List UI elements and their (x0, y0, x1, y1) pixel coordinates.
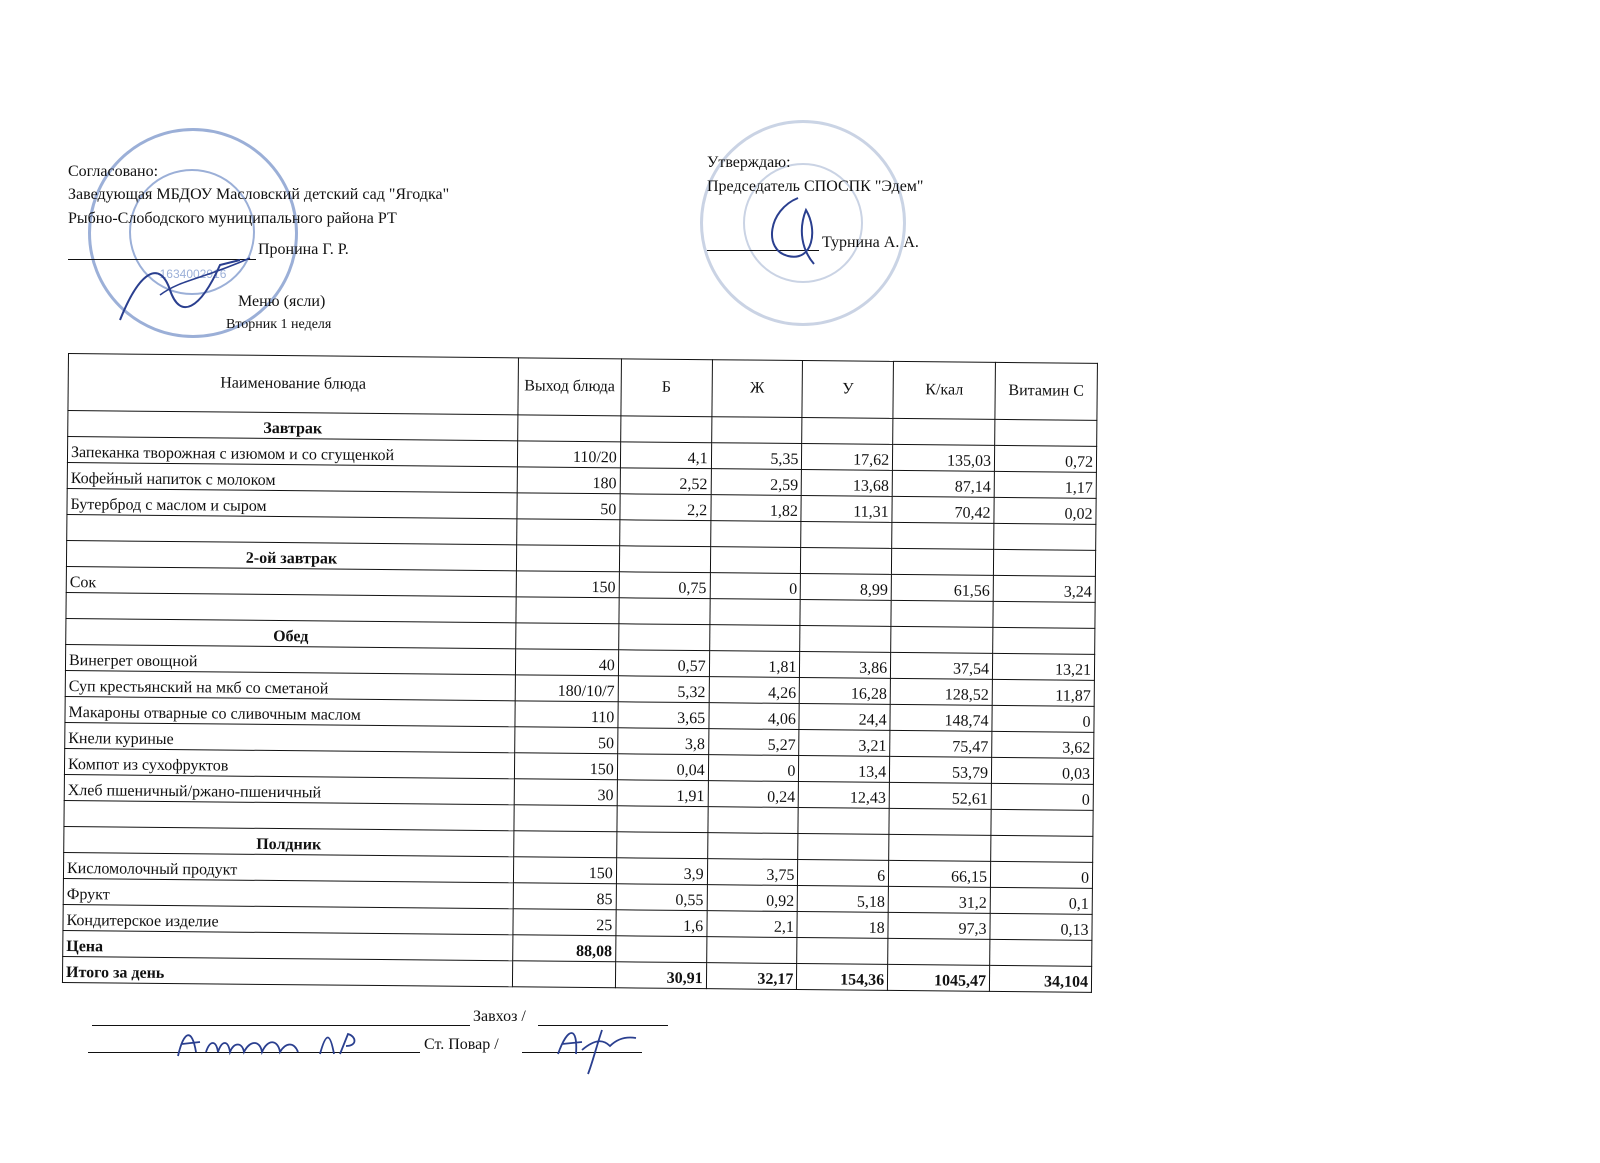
protein-cell: 0,55 (616, 884, 707, 911)
fat-cell (710, 521, 801, 548)
output-cell: 88,08 (513, 935, 616, 962)
vitamin-c-cell (993, 627, 1095, 654)
fat-cell: 2,59 (711, 469, 802, 496)
right-signature (758, 190, 838, 270)
output-cell: 85 (513, 883, 616, 910)
carbs-cell: 24,4 (799, 704, 890, 731)
carbs-cell: 16,28 (800, 678, 891, 705)
cook-name-signature (170, 1022, 380, 1062)
vitamin-c-cell (993, 549, 1095, 576)
fat-cell (710, 599, 801, 626)
protein-cell: 2,52 (620, 468, 711, 495)
kcal-cell (889, 808, 991, 835)
menu-day: Вторник 1 неделя (226, 317, 332, 332)
carbs-cell (801, 548, 892, 575)
dish-name-cell: Обед (66, 618, 516, 648)
agreed-label: Согласовано: (68, 163, 159, 180)
fat-cell: 5,27 (708, 729, 799, 756)
protein-cell: 0,04 (617, 754, 708, 781)
carbs-cell: 17,62 (802, 444, 893, 471)
table-header-row (68, 354, 1097, 421)
vitamin-c-cell (990, 939, 1092, 966)
vitamin-c-cell: 0,03 (991, 757, 1093, 784)
carbs-cell (800, 626, 891, 653)
protein-cell (615, 936, 706, 963)
dish-name-cell: Завтрак (68, 411, 518, 441)
kcal-cell: 87,14 (892, 470, 994, 497)
carbs-cell: 3,86 (800, 652, 891, 679)
output-cell: 110 (515, 701, 618, 728)
vitamin-c-cell: 0,02 (994, 497, 1096, 524)
cook-signature (552, 1020, 652, 1076)
protein-cell: 3,8 (617, 728, 708, 755)
kcal-cell: 53,79 (890, 756, 992, 783)
output-cell: 180/10/7 (515, 675, 618, 702)
fat-cell (709, 625, 800, 652)
fat-cell: 0,92 (707, 885, 798, 912)
carbs-cell: 5,18 (798, 886, 889, 913)
protein-cell: 3,9 (616, 858, 707, 885)
carbs-cell: 12,43 (799, 782, 890, 809)
carbs-cell (802, 418, 893, 445)
fat-cell: 3,75 (707, 859, 798, 886)
fat-cell: 0,24 (708, 781, 799, 808)
carbs-cell: 11,31 (801, 496, 892, 523)
fat-cell: 1,81 (709, 651, 800, 678)
header-fat: Ж (712, 360, 803, 418)
vitamin-c-cell: 0,1 (990, 887, 1092, 914)
fat-cell: 0 (710, 573, 801, 600)
protein-cell: 30,91 (615, 962, 706, 989)
kcal-cell: 128,52 (890, 678, 992, 705)
protein-cell (616, 832, 707, 859)
carbs-cell (800, 600, 891, 627)
fat-cell: 32,17 (706, 963, 797, 990)
output-cell (517, 519, 620, 546)
dish-name-cell: Кофейный напиток с молоком (67, 462, 517, 492)
protein-cell: 4,1 (620, 442, 711, 469)
dish-name-cell: Кнели куриные (65, 722, 515, 752)
vitamin-c-cell (991, 835, 1093, 862)
header-carbs: У (802, 361, 893, 419)
dish-name-cell: Компот из сухофруктов (64, 748, 514, 778)
header-output: Выход блюда (518, 358, 621, 416)
kcal-cell: 37,54 (891, 652, 993, 679)
vitamin-c-cell: 0 (991, 783, 1093, 810)
vitamin-c-cell (993, 601, 1095, 628)
dish-name-cell: 2-ой завтрак (66, 540, 516, 570)
kcal-cell (889, 834, 991, 861)
protein-cell: 0,75 (619, 572, 710, 599)
output-cell: 150 (513, 857, 616, 884)
fat-cell (710, 547, 801, 574)
kcal-cell: 97,3 (888, 912, 990, 939)
output-cell (516, 623, 619, 650)
protein-cell (617, 806, 708, 833)
fat-cell: 4,26 (709, 677, 800, 704)
vitamin-c-cell: 3,62 (992, 731, 1094, 758)
output-cell: 110/20 (517, 441, 620, 468)
dish-name-cell: Запеканка творожная с изюмом и со сгущенкой (67, 437, 517, 467)
carbs-cell: 13,4 (799, 756, 890, 783)
kcal-cell: 70,42 (892, 496, 994, 523)
fat-cell: 0 (708, 755, 799, 782)
output-cell: 40 (515, 649, 618, 676)
kcal-cell (891, 626, 993, 653)
carbs-cell (798, 808, 889, 835)
carbs-cell: 13,68 (802, 470, 893, 497)
dish-name-cell: Винегрет овощной (65, 644, 515, 674)
protein-cell: 1,6 (616, 910, 707, 937)
protein-cell (618, 624, 709, 651)
carbs-cell: 8,99 (801, 574, 892, 601)
storekeeper-label: Завхоз / (473, 1008, 526, 1025)
fat-cell: 5,35 (711, 443, 802, 470)
vitamin-c-cell: 0,13 (990, 913, 1092, 940)
output-cell: 50 (517, 493, 620, 520)
output-cell: 25 (513, 909, 616, 936)
carbs-cell (797, 938, 888, 965)
protein-cell: 3,65 (618, 702, 709, 729)
dish-name-cell: Цена (63, 930, 513, 960)
header-dish-name: Наименование блюда (68, 354, 518, 415)
carbs-cell: 3,21 (799, 730, 890, 757)
vitamin-c-cell: 13,21 (992, 653, 1094, 680)
protein-cell (619, 520, 710, 547)
fat-cell: 4,06 (709, 703, 800, 730)
output-cell: 30 (514, 779, 617, 806)
vitamin-c-cell: 11,87 (992, 679, 1094, 706)
dish-name-cell: Макароны отварные со сливочным маслом (65, 696, 515, 726)
kcal-cell (892, 522, 994, 549)
carbs-cell (798, 834, 889, 861)
output-cell: 150 (516, 571, 619, 598)
dish-name-cell: Итого за день (62, 956, 512, 986)
protein-cell (619, 598, 710, 625)
kcal-cell: 31,2 (888, 886, 990, 913)
dish-name-cell: Кондитерское изделие (63, 904, 513, 934)
output-cell (516, 597, 619, 624)
output-cell (512, 961, 615, 988)
kcal-cell: 135,03 (893, 444, 995, 471)
vitamin-c-cell: 34,104 (989, 965, 1091, 992)
fat-cell (708, 807, 799, 834)
vitamin-c-cell: 0,72 (994, 445, 1096, 472)
fat-cell (707, 833, 798, 860)
kcal-cell: 61,56 (891, 574, 993, 601)
left-signer-name: Пронина Г. Р. (258, 241, 349, 258)
vitamin-c-cell (991, 809, 1093, 836)
carbs-cell: 6 (798, 860, 889, 887)
carbs-cell: 154,36 (797, 964, 888, 991)
output-cell: 150 (514, 753, 617, 780)
protein-cell (619, 546, 710, 573)
protein-cell: 5,32 (618, 676, 709, 703)
left-district: Рыбно-Слободского муниципального района РТ (68, 210, 397, 227)
protein-cell: 0,57 (618, 650, 709, 677)
left-position: Заведующая МБДОУ Масловский детский сад "Ягодка" (68, 186, 450, 203)
protein-cell (620, 416, 711, 443)
dish-name-cell: Хлеб пшеничный/ржано-пшеничный (64, 774, 514, 804)
dish-name-cell: Бутерброд с маслом и сыром (67, 488, 517, 518)
kcal-cell (892, 548, 994, 575)
vitamin-c-cell: 1,17 (994, 471, 1096, 498)
fat-cell: 1,82 (711, 495, 802, 522)
dish-name-cell: Кисломолочный продукт (63, 852, 513, 882)
output-cell: 50 (515, 727, 618, 754)
output-cell (516, 545, 619, 572)
dish-name-cell: Сок (66, 566, 516, 596)
protein-cell: 2,2 (620, 494, 711, 521)
fat-cell (711, 417, 802, 444)
seal-number: 1634002916 (159, 267, 227, 281)
right-position: Председатель СПОСПК "Эдем" (707, 178, 924, 195)
dish-name-cell: Суп крестьянский на мкб со сметаной (65, 670, 515, 700)
approve-label: Утверждаю: (707, 154, 791, 171)
kcal-cell: 75,47 (890, 730, 992, 757)
dish-name-cell: Фрукт (63, 878, 513, 908)
kcal-cell: 52,61 (889, 782, 991, 809)
dish-name-cell: Полдник (64, 826, 514, 856)
vitamin-c-cell: 3,24 (993, 575, 1095, 602)
carbs-cell: 18 (797, 912, 888, 939)
kcal-cell (888, 938, 990, 965)
kcal-cell (893, 418, 995, 445)
vitamin-c-cell: 0 (992, 705, 1094, 732)
right-signer-name: Турнина А. А. (822, 234, 919, 251)
output-cell (518, 415, 621, 442)
protein-cell: 1,91 (617, 780, 708, 807)
header-vitamin-c: Витамин С (995, 362, 1097, 420)
vitamin-c-cell: 0 (990, 861, 1092, 888)
cook-label: Ст. Повар / (424, 1036, 499, 1053)
menu-title: Меню (ясли) (238, 293, 326, 310)
kcal-cell: 66,15 (889, 860, 991, 887)
fat-cell: 2,1 (707, 911, 798, 938)
vitamin-c-cell (994, 523, 1096, 550)
kcal-cell: 1045,47 (888, 964, 990, 991)
kcal-cell: 148,74 (890, 704, 992, 731)
carbs-cell (801, 522, 892, 549)
output-cell (514, 805, 617, 832)
menu-table (62, 353, 1098, 993)
output-cell (514, 831, 617, 858)
header-kcal: К/кал (893, 361, 995, 419)
header-protein: Б (621, 359, 712, 417)
kcal-cell (891, 600, 993, 627)
vitamin-c-cell (995, 419, 1097, 446)
output-cell: 180 (517, 467, 620, 494)
fat-cell (706, 937, 797, 964)
